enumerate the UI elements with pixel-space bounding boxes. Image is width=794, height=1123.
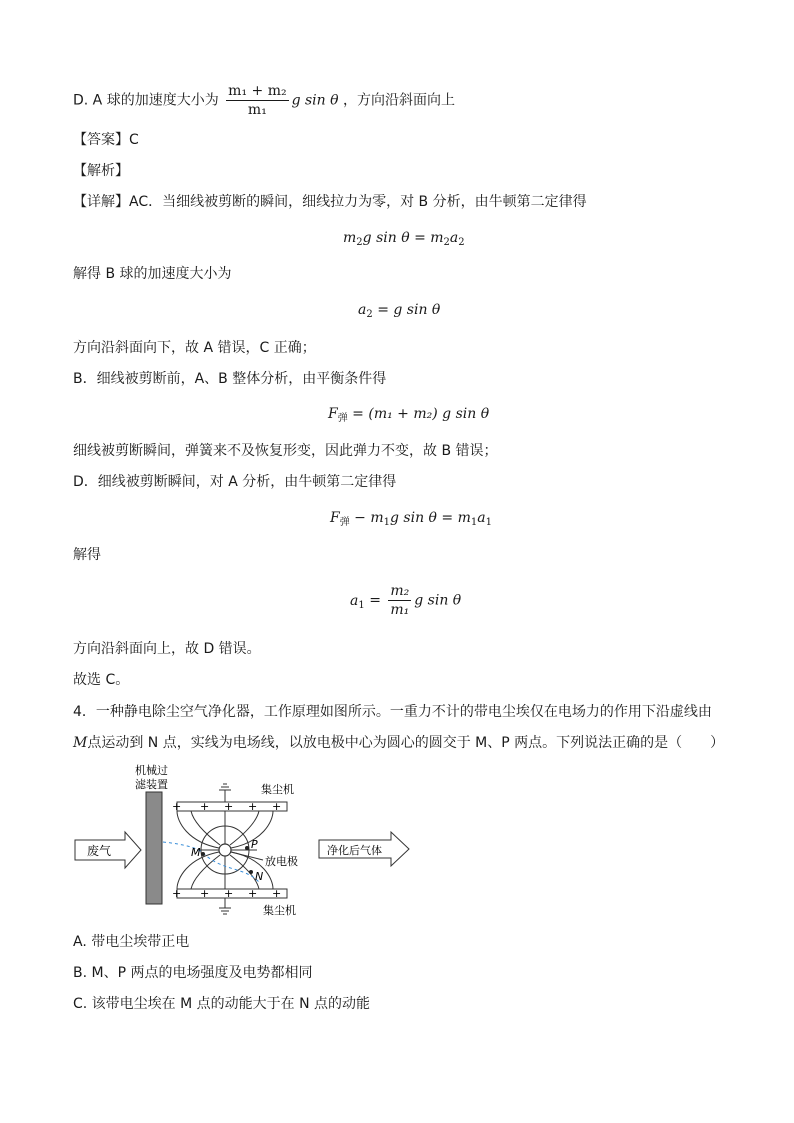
option-d-fraction (226, 82, 288, 119)
question-4-line-1: 4．一种静电除尘空气净化器，工作原理如图所示。一重力不计的带电尘埃仅在电场力的作用下沿虚线由 (73, 704, 712, 720)
equation-4-tail: g sin θ = (390, 510, 458, 526)
equation-4-minus: − (349, 510, 371, 526)
plus-sign: + (248, 800, 258, 813)
plus-sign: + (200, 800, 210, 813)
solve-text: 解得 (73, 547, 101, 563)
detail-text: 【详解】AC．当细线被剪断的瞬间，细线拉力为零，对 B 分析，由牛顿第二定律得 (73, 194, 587, 210)
filter-device (146, 792, 162, 904)
option-d-prefix: D. A 球的加速度大小为 (73, 92, 219, 109)
direction-2-text: 方向沿斜面向上，故 D 错误。 (73, 641, 261, 657)
equation-2: $a_2 = g$ sin θ (358, 302, 441, 320)
solve-b-text: 解得 B 球的加速度大小为 (73, 266, 232, 282)
spring-text: 细线被剪断瞬间，弹簧来不及恢复形变，因此弹力不变，故 B 错误； (73, 443, 498, 459)
option-b: B. M、P 两点的电场强度及电势都相同 (73, 965, 313, 981)
equation-5-fraction (388, 582, 411, 619)
plus-sign: + (224, 887, 234, 900)
option-d-numerator: m₁ + m₂ (228, 83, 287, 99)
collector-top-label: 集尘机 (261, 783, 294, 796)
question-4-m: M (73, 735, 88, 751)
equation-5-eq: = (369, 592, 381, 609)
equation-3-eq: = (352, 406, 364, 422)
point-n (249, 870, 253, 874)
plus-sign: + (248, 887, 258, 900)
waste-air-label: 废气 (87, 844, 112, 858)
plus-sign: + (172, 800, 182, 813)
plus-sign: + (224, 800, 234, 813)
equation-5-tail: g sin θ (414, 592, 462, 609)
option-b-analysis: B．细线被剪断前，A、B 整体分析，由平衡条件得 (73, 371, 387, 387)
electrode-label: 放电极 (265, 855, 298, 868)
point-m-label: M (191, 846, 201, 859)
plus-sign: + (272, 887, 282, 900)
equation-3-tail: g sin θ (442, 406, 490, 422)
direction-1-text: 方向沿斜面向下，故 A 错误，C 正确； (73, 340, 316, 356)
equation-1: $m_2g$ $\sin \theta = m_2a_2$ (343, 230, 465, 248)
question-4-line-2-text: 点运动到 N 点，实线为电场线，以放电极中心为圆心的圆交于 M、P 两点。下列说法正确的是（ ） (87, 735, 725, 751)
plus-sign: + (200, 887, 210, 900)
equation-4: $F_弹 - m_1g$ $\sin \theta = m_1a_1$ (330, 510, 493, 528)
answer-label: 【答案】C (73, 132, 139, 148)
equation-3-paren: (m₁ + m₂) (368, 406, 438, 422)
equation-5-numerator: m₂ (390, 583, 410, 599)
plus-sign: + (272, 800, 282, 813)
point-p (245, 846, 249, 850)
option-d-denominator: m₁ (247, 102, 267, 118)
question-4-line-2 (73, 733, 724, 753)
point-p-label: P (251, 838, 258, 851)
option-a: A. 带电尘埃带正电 (73, 934, 190, 950)
equation-5: $a_1$ = $\frac{\text{m₂}}{\text{m₁}}$ g sin θ (350, 583, 462, 618)
choose-text: 故选 C。 (73, 672, 130, 688)
point-m (201, 852, 205, 856)
option-d-analysis: D．细线被剪断瞬间，对 A 分析，由牛顿第二定律得 (73, 474, 397, 490)
filter-label-2: 滤装置 (135, 778, 168, 791)
collector-bottom-label: 集尘机 (263, 904, 296, 917)
analysis-label: 【解析】 (73, 163, 129, 179)
option-d-suffix: ，方向沿斜面向上 (343, 92, 456, 109)
option-d (73, 82, 455, 119)
point-n-label: N (255, 870, 264, 883)
filter-label-1: 机械过 (135, 764, 168, 777)
option-d-tail: g sin θ (291, 92, 339, 109)
plus-sign: + (172, 887, 182, 900)
electrostatic-precipitator-diagram (73, 762, 418, 920)
option-c: C. 该带电尘埃在 M 点的动能大于在 N 点的动能 (73, 996, 371, 1012)
equation-1-lhs: g sin θ = (362, 230, 431, 246)
equation-5-denominator: m₁ (390, 602, 410, 618)
equation-2-rhs: = g sin θ (377, 302, 441, 318)
clean-air-label: 净化后气体 (327, 844, 382, 857)
discharge-electrode (219, 844, 231, 856)
equation-3: $F_弹 = (m_1 + m_2)$ g sin θ (328, 406, 490, 424)
